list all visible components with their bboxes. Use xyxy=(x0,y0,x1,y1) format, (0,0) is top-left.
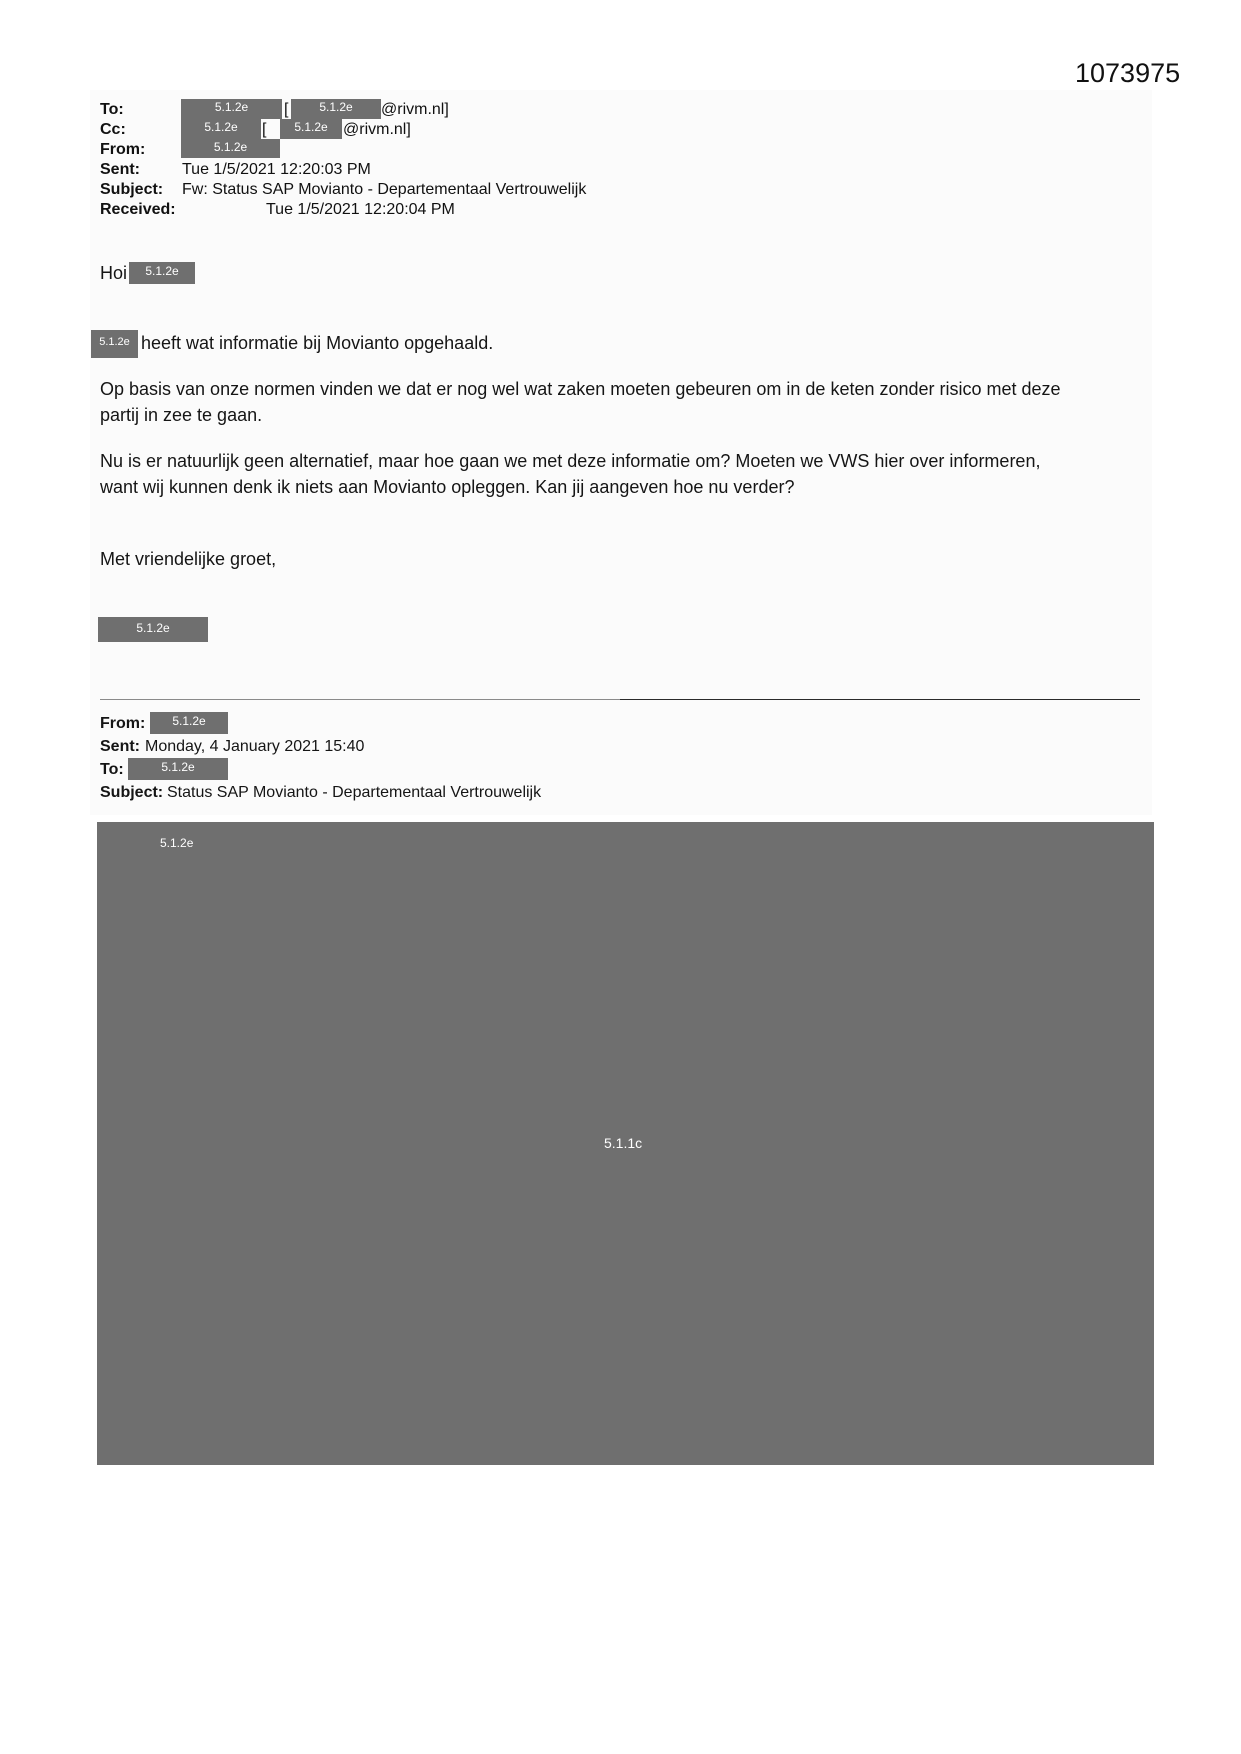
redaction-to-name: 5.1.2e xyxy=(181,99,282,119)
redaction-fwd-to: 5.1.2e xyxy=(128,758,228,780)
redaction-fwd-from: 5.1.2e xyxy=(150,712,228,734)
message-line-1: heeft wat informatie bij Movianto opgehaald. xyxy=(141,333,494,353)
received-value: Tue 1/5/2021 12:20:04 PM xyxy=(266,201,455,218)
closing: Met vriendelijke groet, xyxy=(100,549,277,569)
cc-label: Cc: xyxy=(100,121,126,138)
fwd-sent-value: Monday, 4 January 2021 15:40 xyxy=(145,738,365,755)
to-domain: @rivm.nl] xyxy=(381,101,449,118)
subject-value: Fw: Status SAP Movianto - Departementaal Vertrouwelijk xyxy=(182,181,587,198)
fwd-to-label: To: xyxy=(100,761,124,778)
redaction-cc-address: 5.1.2e xyxy=(280,119,342,139)
cc-bracket: [ xyxy=(262,121,267,138)
redaction-to-address: 5.1.2e xyxy=(291,99,381,119)
fwd-from-label: From: xyxy=(100,715,146,732)
redaction-person-name: 5.1.2e xyxy=(91,330,138,358)
cc-domain: @rivm.nl] xyxy=(343,121,411,138)
sent-value: Tue 1/5/2021 12:20:03 PM xyxy=(182,161,371,178)
paragraph-3-line-1: Nu is er natuurlijk geen alternatief, maar hoe gaan we met deze informatie om? Moeten we VWS hier over informeren, xyxy=(100,451,1041,471)
sent-label: Sent: xyxy=(100,161,140,178)
subject-label: Subject: xyxy=(100,181,164,198)
fwd-subject-value: Status SAP Movianto - Departementaal Vertrouwelijk xyxy=(167,784,542,801)
redaction-code-confidential: 5.1.1c xyxy=(604,1135,643,1151)
redaction-greeting-name: 5.1.2e xyxy=(129,262,195,284)
redaction-code-personal: 5.1.2e xyxy=(160,836,194,850)
redaction-signature: 5.1.2e xyxy=(98,617,208,642)
paragraph-3-line-2: want wij kunnen denk ik niets aan Movianto opleggen. Kan jij aangeven hoe nu verder? xyxy=(100,477,795,497)
document-number: 1073975 xyxy=(1075,58,1181,88)
paragraph-2-line-1: Op basis van onze normen vinden we dat er nog wel wat zaken moeten gebeuren om in de keten zonder risico met deze xyxy=(100,379,1061,399)
to-bracket: [ xyxy=(284,101,289,118)
greeting: Hoi xyxy=(100,263,128,283)
divider-right xyxy=(620,699,1140,700)
fwd-subject-label: Subject: xyxy=(100,784,164,801)
fwd-sent-label: Sent: xyxy=(100,738,140,755)
redacted-content-block xyxy=(97,822,1154,1465)
from-label: From: xyxy=(100,141,146,158)
received-label: Received: xyxy=(100,201,176,218)
redaction-from: 5.1.2e xyxy=(181,139,280,158)
divider-left xyxy=(100,699,620,700)
redaction-cc-name: 5.1.2e xyxy=(181,119,261,139)
to-label: To: xyxy=(100,101,124,118)
paragraph-2-line-2: partij in zee te gaan. xyxy=(100,405,263,425)
